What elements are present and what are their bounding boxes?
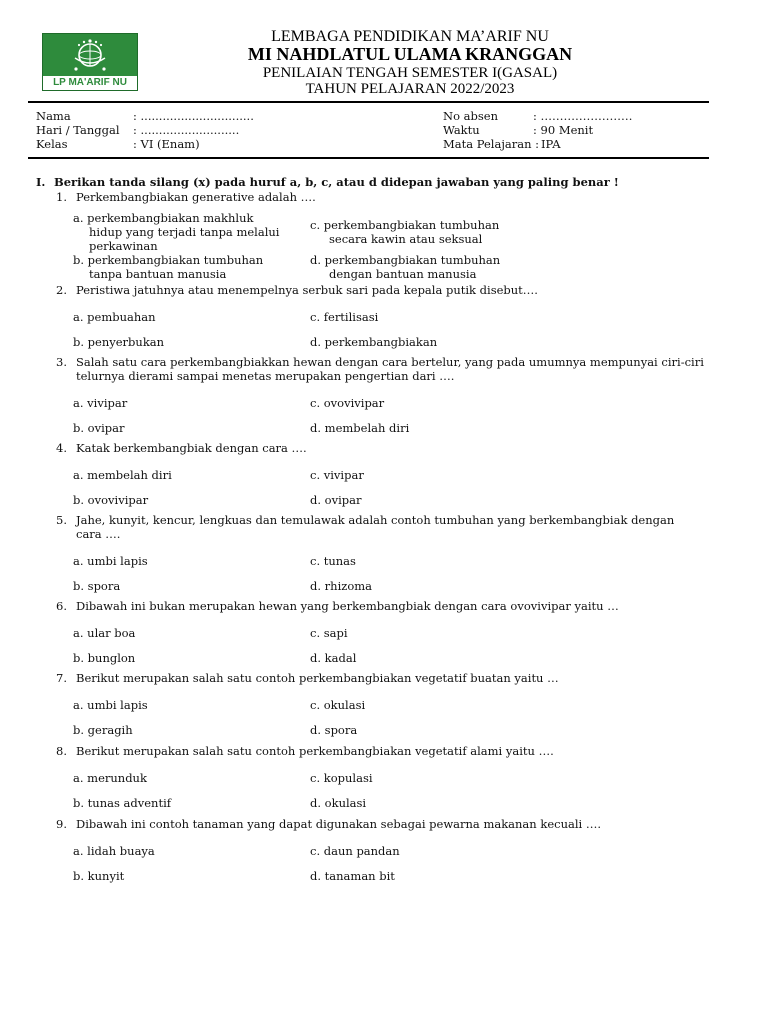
question-text: Jahe, kunyit, kencur, lengkuas dan temulawak adalah contoh tumbuhan yang berkembangbiak dengan (76, 513, 675, 527)
option-a[interactable]: a. ular boa (73, 626, 136, 640)
option-d-continued: dengan bantuan manusia (329, 267, 477, 281)
option-c[interactable]: c. kopulasi (310, 771, 373, 785)
option-a[interactable]: a. membelah diri (73, 468, 172, 482)
header-bottom-rule (28, 157, 709, 159)
option-d[interactable]: d. ovipar (310, 493, 362, 507)
question-number: 7. (56, 671, 67, 685)
option-c[interactable]: c. perkembangbiakan tumbuhan (310, 218, 500, 232)
question-text: Peristiwa jatuhnya atau menempelnya serbuk sari pada kepala putik disebut…. (76, 283, 538, 297)
question-number: 2. (56, 283, 67, 297)
question-text: Katak berkembangbiak dengan cara …. (76, 441, 307, 455)
option-a[interactable]: a. pembuahan (73, 310, 156, 324)
waktu-value: : 90 Menit (533, 123, 594, 137)
section-number: I. (36, 175, 46, 189)
option-b[interactable]: b. penyerbukan (73, 335, 165, 349)
question-text-continued: cara …. (76, 527, 121, 541)
option-b-continued: tanpa bantuan manusia (89, 267, 227, 281)
option-c[interactable]: c. vivipar (310, 468, 364, 482)
question-text-continued: telurnya dierami sampai menetas merupakan pengertian dari …. (76, 369, 455, 383)
question-number: 4. (56, 441, 67, 455)
option-c[interactable]: c. daun pandan (310, 844, 400, 858)
option-d[interactable]: d. tanaman bit (310, 869, 395, 883)
logo-text: LP MA'ARIF NU (43, 76, 137, 90)
option-a[interactable]: a. umbi lapis (73, 554, 148, 568)
option-a[interactable]: a. lidah buaya (73, 844, 155, 858)
question-number: 1. (56, 190, 67, 204)
question-number: 8. (56, 744, 67, 758)
question-text: Dibawah ini contoh tanaman yang dapat digunakan sebagai pewarna makanan kecuali …. (76, 817, 601, 831)
option-a-continued: perkawinan (89, 239, 158, 253)
nama-label: Nama (36, 109, 71, 123)
option-c[interactable]: c. ovovivipar (310, 396, 385, 410)
option-a[interactable]: a. perkembangbiakan makhluk (73, 211, 254, 225)
mata-pelajaran-value: IPA (541, 137, 561, 151)
question-number: 5. (56, 513, 67, 527)
header-academic-year: TAHUN PELAJARAN 2022/2023 (305, 81, 515, 97)
option-a-continued: hidup yang terjadi tanpa melalui (89, 225, 280, 239)
option-d[interactable]: d. okulasi (310, 796, 367, 810)
option-a[interactable]: a. vivipar (73, 396, 128, 410)
nama-field[interactable]: : ............................... (133, 109, 254, 123)
option-b[interactable]: b. bunglon (73, 651, 136, 665)
hari-tanggal-field[interactable]: : ........................... (133, 123, 240, 137)
waktu-label: Waktu (443, 123, 480, 137)
header-school-name: MI NAHDLATUL ULAMA KRANGGAN (247, 44, 573, 64)
mata-pelajaran-label: Mata Pelajaran : (443, 137, 540, 151)
option-d[interactable]: d. spora (310, 723, 358, 737)
option-c[interactable]: c. sapi (310, 626, 348, 640)
question-text: Berikut merupakan salah satu contoh perkembangbiakan vegetatif alami yaitu …. (76, 744, 554, 758)
option-a[interactable]: a. merunduk (73, 771, 147, 785)
no-absen-field[interactable]: : …………………… (533, 109, 633, 123)
question-number: 3. (56, 355, 67, 369)
option-d[interactable]: d. perkembangbiakan (310, 335, 438, 349)
section-instruction: Berikan tanda silang (x) pada huruf a, b, c, atau d didepan jawaban yang paling benar ! (54, 175, 619, 189)
header-institution: LEMBAGA PENDIDIKAN MA’ARIF NU (271, 28, 549, 45)
question-text: Berikut merupakan salah satu contoh perkembangbiakan vegetatif buatan yaitu … (76, 671, 559, 685)
option-b[interactable]: b. tunas adventif (73, 796, 172, 810)
question-number: 6. (56, 599, 67, 613)
option-b[interactable]: b. geragih (73, 723, 133, 737)
option-b[interactable]: b. ovovivipar (73, 493, 149, 507)
option-b[interactable]: b. perkembangbiakan tumbuhan (73, 253, 264, 267)
header-exam-title: PENILAIAN TENGAH SEMESTER I(GASAL) (262, 65, 558, 81)
header-top-rule (28, 101, 709, 103)
option-b[interactable]: b. kunyit (73, 869, 125, 883)
no-absen-label: No absen (443, 109, 498, 123)
nu-globe-icon (71, 38, 109, 74)
option-a[interactable]: a. umbi lapis (73, 698, 148, 712)
hari-tanggal-label: Hari / Tanggal (36, 123, 120, 137)
option-d[interactable]: d. membelah diri (310, 421, 410, 435)
option-d[interactable]: d. kadal (310, 651, 357, 665)
option-b[interactable]: b. ovipar (73, 421, 125, 435)
option-c-continued: secara kawin atau seksual (329, 232, 483, 246)
option-c[interactable]: c. fertilisasi (310, 310, 379, 324)
question-text: Perkembangbiakan generative adalah …. (76, 190, 316, 204)
option-c[interactable]: c. okulasi (310, 698, 366, 712)
question-text: Salah satu cara perkembangbiakkan hewan dengan cara bertelur, yang pada umumnya mempunyai ciri-ciri (76, 355, 704, 369)
option-d[interactable]: d. rhizoma (310, 579, 372, 593)
option-b[interactable]: b. spora (73, 579, 121, 593)
option-d[interactable]: d. perkembangbiakan tumbuhan (310, 253, 501, 267)
question-number: 9. (56, 817, 67, 831)
option-c[interactable]: c. tunas (310, 554, 356, 568)
kelas-label: Kelas (36, 137, 68, 151)
kelas-value: : VI (Enam) (133, 137, 200, 151)
question-text: Dibawah ini bukan merupakan hewan yang berkembangbiak dengan cara ovovivipar yaitu … (76, 599, 619, 613)
lp-maarif-nu-logo (42, 33, 138, 91)
